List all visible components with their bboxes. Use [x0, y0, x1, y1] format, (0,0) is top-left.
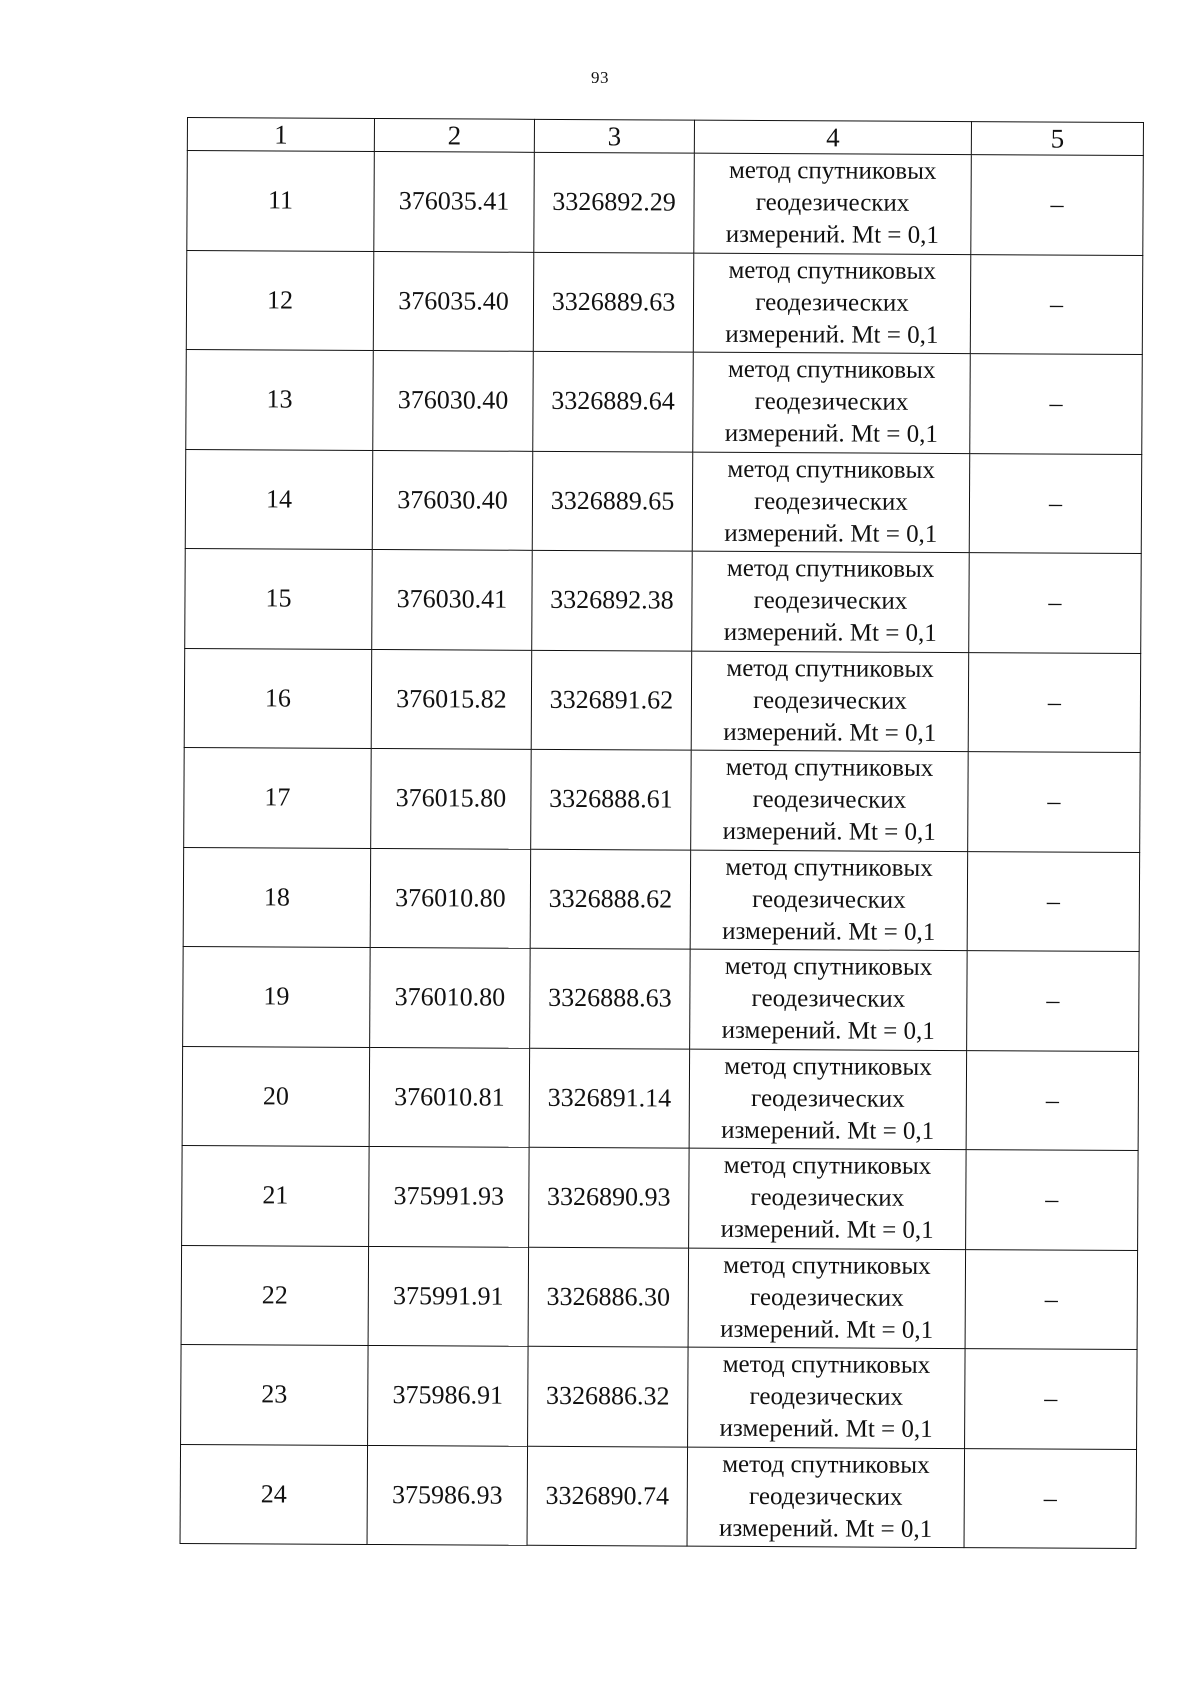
method-line: метод спутниковых	[725, 754, 934, 783]
y-coordinate-cell: 3326892.38	[532, 550, 693, 650]
method-cell	[689, 1148, 967, 1249]
method-line: метод спутниковых	[723, 1152, 932, 1181]
method-line: измерений. Mt = 0,1	[720, 1315, 934, 1344]
y-coordinate-cell: 3326888.62	[530, 849, 691, 949]
table-row	[186, 349, 1143, 454]
table-body	[180, 151, 1143, 1549]
x-coordinate-cell: 376010.80	[370, 848, 531, 948]
method-cell	[688, 1248, 966, 1349]
method-cell	[687, 1447, 965, 1548]
method-cell	[689, 1049, 967, 1150]
method-line: геодезических	[753, 686, 907, 715]
method-cell	[688, 1347, 966, 1448]
table-row	[183, 847, 1140, 952]
note-cell: –	[971, 155, 1144, 255]
method-line: измерений. Mt = 0,1	[719, 1514, 933, 1543]
point-number-cell: 21	[182, 1145, 370, 1245]
coordinates-table-wrapper	[180, 117, 1143, 1549]
method-line: геодезических	[755, 189, 910, 218]
point-number-cell: 19	[183, 946, 371, 1046]
column-header-2: 2	[374, 118, 534, 152]
column-header-4: 4	[694, 120, 971, 154]
method-line: метод спутниковых	[728, 157, 937, 186]
column-header-1: 1	[187, 118, 374, 152]
x-coordinate-cell: 376030.40	[372, 450, 533, 550]
method-line: измерений. Mt = 0,1	[725, 320, 939, 349]
method-line: метод спутниковых	[726, 654, 934, 683]
y-coordinate-cell: 3326888.63	[530, 948, 691, 1048]
method-line: геодезических	[754, 487, 908, 516]
y-coordinate-cell: 3326891.14	[529, 1048, 690, 1148]
point-number-cell: 17	[184, 747, 372, 847]
note-cell: –	[965, 1349, 1138, 1449]
method-cell	[693, 352, 971, 453]
method-line: измерений. Mt = 0,1	[724, 420, 938, 449]
method-line: геодезических	[751, 1084, 905, 1113]
method-cell	[690, 949, 968, 1050]
method-line: метод спутниковых	[727, 356, 936, 385]
y-coordinate-cell: 3326890.93	[529, 1147, 690, 1247]
method-cell	[690, 850, 968, 951]
x-coordinate-cell: 376035.41	[374, 151, 535, 251]
point-number-cell: 24	[180, 1444, 368, 1544]
method-line: метод спутниковых	[722, 1450, 930, 1479]
method-line: метод спутниковых	[723, 1251, 931, 1280]
x-coordinate-cell: 375991.93	[369, 1146, 530, 1246]
coordinates-table	[180, 117, 1144, 1549]
note-cell: –	[965, 1249, 1138, 1349]
method-line: геодезических	[752, 885, 906, 914]
point-number-cell: 22	[181, 1245, 369, 1345]
method-line: геодезических	[748, 1482, 903, 1511]
method-line: метод спутниковых	[726, 555, 935, 584]
method-cell	[691, 651, 969, 752]
x-coordinate-cell: 376030.40	[373, 350, 534, 450]
note-cell: –	[969, 553, 1142, 653]
method-line: измерений. Mt = 0,1	[721, 1116, 935, 1145]
y-coordinate-cell: 3326888.61	[531, 749, 692, 849]
method-line: метод спутниковых	[725, 853, 933, 882]
note-cell: –	[968, 652, 1141, 752]
note-cell: –	[967, 951, 1140, 1051]
point-number-cell: 14	[185, 449, 373, 549]
method-line: метод спутниковых	[727, 455, 935, 484]
note-cell: –	[967, 851, 1140, 951]
note-cell: –	[964, 1448, 1137, 1548]
method-line: геодезических	[750, 1184, 905, 1213]
y-coordinate-cell: 3326886.32	[528, 1346, 689, 1446]
x-coordinate-cell: 375986.93	[367, 1445, 528, 1545]
point-number-cell: 16	[184, 648, 372, 748]
y-coordinate-cell: 3326889.65	[532, 451, 693, 551]
method-line: метод спутниковых	[724, 1052, 932, 1081]
table-row	[186, 250, 1143, 355]
point-number-cell: 15	[185, 548, 373, 648]
page-number: 93	[591, 68, 609, 87]
table-row	[182, 1046, 1139, 1151]
note-cell: –	[969, 453, 1142, 553]
x-coordinate-cell: 375986.91	[368, 1345, 529, 1445]
method-line: геодезических	[753, 587, 908, 616]
y-coordinate-cell: 3326889.64	[533, 351, 694, 451]
method-line: геодезических	[751, 985, 906, 1014]
table-row	[184, 747, 1141, 852]
point-number-cell: 20	[182, 1046, 370, 1146]
method-line: геодезических	[755, 288, 909, 317]
method-line: измерений. Mt = 0,1	[723, 718, 937, 747]
note-cell: –	[968, 752, 1141, 852]
table-row	[183, 946, 1140, 1051]
x-coordinate-cell: 376030.41	[372, 549, 533, 649]
x-coordinate-cell: 376015.82	[371, 649, 532, 749]
table-row	[187, 151, 1144, 256]
method-line: измерений. Mt = 0,1	[722, 818, 936, 847]
method-line: геодезических	[754, 388, 909, 417]
x-coordinate-cell: 375991.91	[368, 1246, 529, 1346]
method-cell	[693, 253, 971, 354]
point-number-cell: 23	[181, 1344, 369, 1444]
table-header-row	[187, 118, 1143, 156]
point-number-cell: 12	[186, 250, 374, 350]
table-row	[181, 1344, 1138, 1449]
table-row	[185, 449, 1142, 554]
y-coordinate-cell: 3326889.63	[533, 252, 694, 352]
method-line: геодезических	[749, 1383, 904, 1412]
point-number-cell: 13	[186, 349, 374, 449]
method-line: геодезических	[749, 1283, 904, 1312]
y-coordinate-cell: 3326886.30	[528, 1247, 689, 1347]
table-row	[185, 548, 1142, 653]
method-line: геодезических	[752, 786, 907, 815]
method-line: измерений. Mt = 0,1	[720, 1216, 934, 1245]
method-line: метод спутниковых	[722, 1351, 931, 1380]
table-row	[180, 1444, 1137, 1549]
method-cell	[692, 551, 970, 652]
note-cell: –	[970, 254, 1143, 354]
method-line: метод спутниковых	[724, 953, 933, 982]
x-coordinate-cell: 376015.80	[371, 748, 532, 848]
y-coordinate-cell: 3326891.62	[531, 650, 692, 750]
method-line: измерений. Mt = 0,1	[723, 619, 937, 648]
method-line: измерений. Mt = 0,1	[725, 221, 939, 250]
note-cell: –	[966, 1050, 1139, 1150]
y-coordinate-cell: 3326890.74	[527, 1446, 688, 1546]
table-row	[184, 648, 1141, 753]
method-line: измерений. Mt = 0,1	[722, 917, 936, 946]
column-header-5: 5	[971, 122, 1143, 156]
point-number-cell: 18	[183, 847, 371, 947]
method-cell	[694, 153, 972, 254]
y-coordinate-cell: 3326892.29	[534, 152, 695, 252]
x-coordinate-cell: 376010.81	[369, 1047, 530, 1147]
note-cell: –	[970, 354, 1143, 454]
point-number-cell: 11	[187, 151, 375, 251]
x-coordinate-cell: 376035.40	[373, 251, 534, 351]
table-row	[181, 1245, 1138, 1350]
method-line: измерений. Mt = 0,1	[719, 1415, 933, 1444]
method-line: измерений. Mt = 0,1	[721, 1017, 935, 1046]
table-row	[182, 1145, 1139, 1250]
method-cell	[692, 452, 970, 553]
method-line: метод спутниковых	[728, 256, 936, 285]
x-coordinate-cell: 376010.80	[370, 947, 531, 1047]
column-header-3: 3	[534, 119, 694, 153]
note-cell: –	[966, 1150, 1139, 1250]
method-cell	[691, 750, 969, 851]
method-line: измерений. Mt = 0,1	[724, 519, 938, 548]
